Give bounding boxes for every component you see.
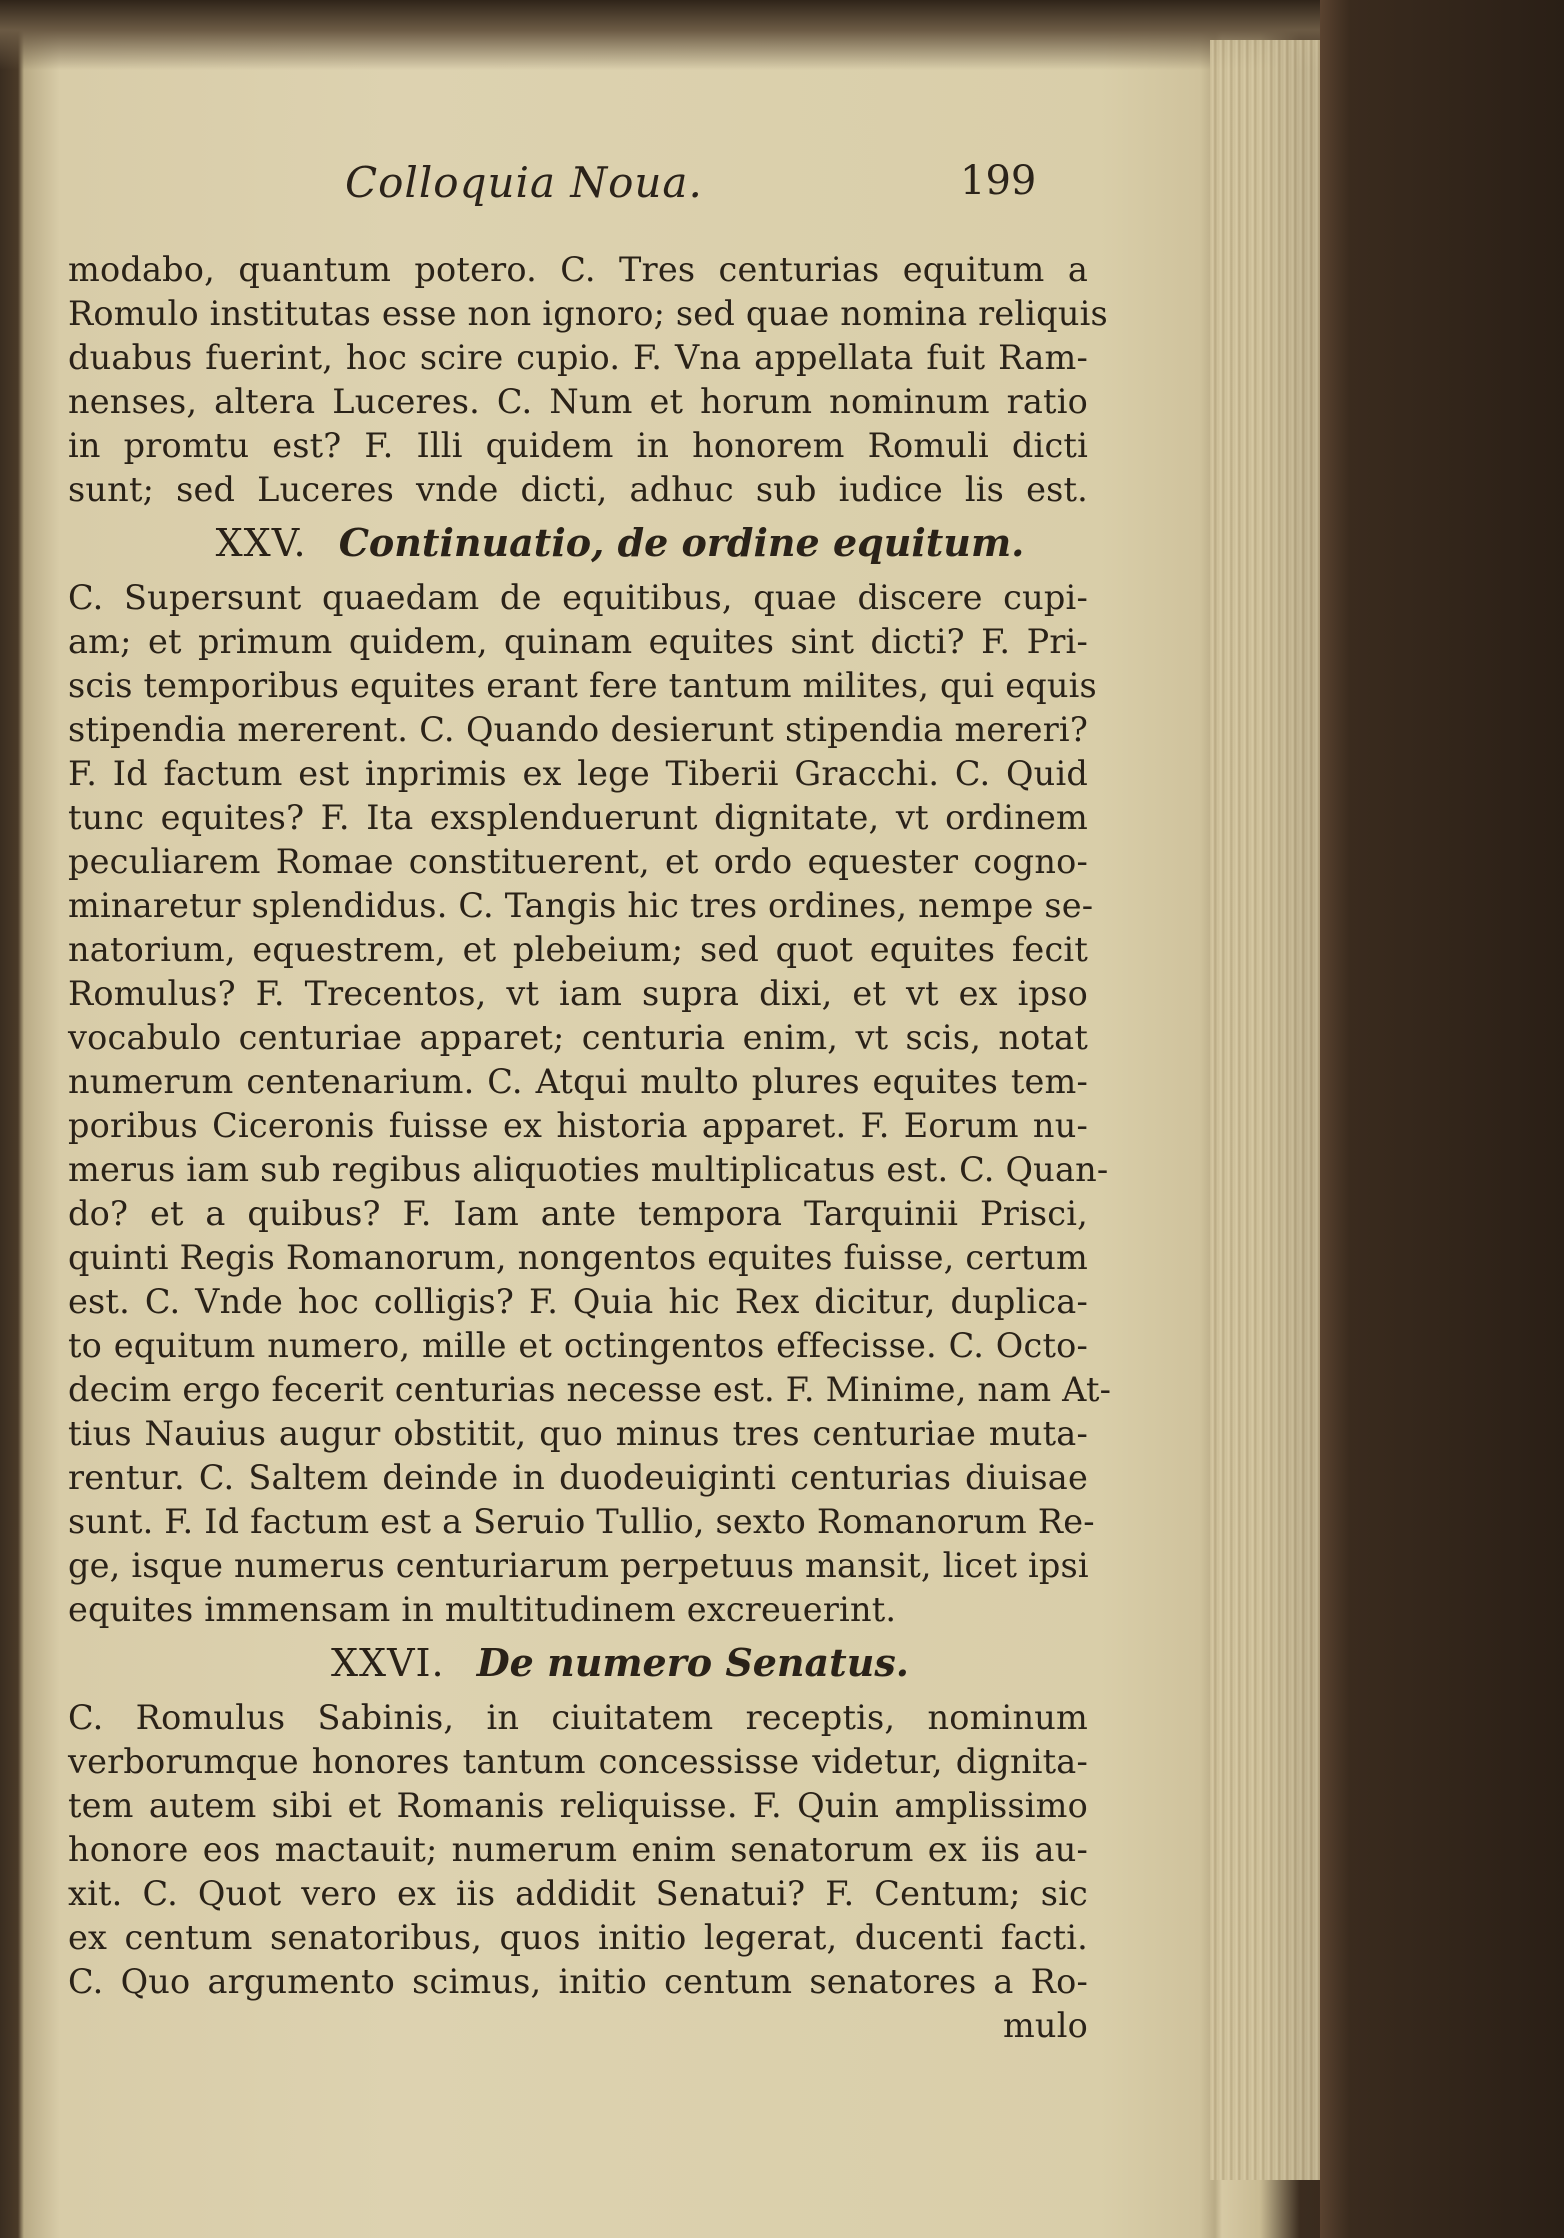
text-line: merus iam sub regibus aliquoties multiplicatus est. C. Quan- xyxy=(68,1150,1109,1189)
text-line: ge, isque numerus centuriarum perpetuus mansit, licet ipsi xyxy=(68,1546,1089,1585)
text-line: C. Romulus Sabinis, in ciuitatem receptis, nominum xyxy=(68,1698,1088,1737)
text-line: nenses, altera Luceres. C. Num et horum nominum ratio xyxy=(68,382,1088,421)
text-line: Romulo institutas esse non ignoro; sed quae nomina reliquis xyxy=(68,294,1108,333)
text-line: tius Nauius augur obstitit, quo minus tres centuriae muta- xyxy=(68,1414,1088,1453)
book-cover-edge xyxy=(1320,0,1564,2238)
section-heading-xxv xyxy=(40,520,1200,565)
section-heading-xxvi xyxy=(40,1640,1200,1685)
book-page xyxy=(40,80,1200,2180)
text-line: C. Quo argumento scimus, initio centum senatores a Ro- xyxy=(68,1962,1088,2001)
text-line: sunt; sed Luceres vnde dicti, adhuc sub iudice lis est. xyxy=(68,470,1088,509)
text-line: decim ergo fecerit centurias necesse est. F. Minime, nam At- xyxy=(68,1370,1112,1409)
text-line: minaretur splendidus. C. Tangis hic tres ordines, nempe se- xyxy=(68,886,1094,925)
text-line: rentur. C. Saltem deinde in duodeuiginti centurias diuisae xyxy=(68,1458,1088,1497)
section-title: De numero Senatus. xyxy=(476,1640,909,1685)
text-line: do? et a quibus? F. Iam ante tempora Tarquinii Prisci, xyxy=(68,1194,1088,1233)
text-line: stipendia mererent. C. Quando desierunt stipendia mereri? xyxy=(68,710,1088,749)
text-line: natorium, equestrem, et plebeium; sed quot equites fecit xyxy=(68,930,1088,969)
page-number: 199 xyxy=(960,158,1037,204)
section-number: XXV. xyxy=(215,521,307,565)
text-line: xit. C. Quot vero ex iis addidit Senatui? F. Centum; sic xyxy=(68,1874,1088,1913)
text-line: C. Supersunt quaedam de equitibus, quae discere cupi- xyxy=(68,578,1088,617)
text-line: scis temporibus equites erant fere tantum milites, qui equis xyxy=(68,666,1097,705)
running-title: Colloquia Noua. xyxy=(345,158,703,207)
text-line: Romulus? F. Trecentos, vt iam supra dixi, et vt ex ipso xyxy=(68,974,1088,1013)
text-line: vocabulo centuriae apparet; centuria enim, vt scis, notat xyxy=(68,1018,1088,1057)
section-number: XXVI. xyxy=(330,1641,445,1685)
text-line: quinti Regis Romanorum, nongentos equites fuisse, certum xyxy=(68,1238,1088,1277)
text-line: duabus fuerint, hoc scire cupio. F. Vna appellata fuit Ram- xyxy=(68,338,1088,377)
text-line: F. Id factum est inprimis ex lege Tiberii Gracchi. C. Quid xyxy=(68,754,1088,793)
text-line: tem autem sibi et Romanis reliquisse. F. Quin amplissimo xyxy=(68,1786,1088,1825)
text-line: am; et primum quidem, quinam equites sint dicti? F. Pri- xyxy=(68,622,1088,661)
text-line: to equitum numero, mille et octingentos effecisse. C. Octo- xyxy=(68,1326,1088,1365)
catchword: mulo xyxy=(1002,2006,1088,2045)
text-line: numerum centenarium. C. Atqui multo plures equites tem- xyxy=(68,1062,1088,1101)
text-line: tunc equites? F. Ita exsplenduerunt dignitate, vt ordinem xyxy=(68,798,1088,837)
text-line: equites immensam in multitudinem excreuerint. xyxy=(68,1590,897,1629)
text-line: verborumque honores tantum concessisse videtur, dignita- xyxy=(68,1742,1088,1781)
page-header xyxy=(40,158,1040,218)
section-title: Continuatio, de ordine equitum. xyxy=(338,520,1025,565)
page-top-shadow xyxy=(0,0,1330,70)
text-line: sunt. F. Id factum est a Seruio Tullio, sexto Romanorum Re- xyxy=(68,1502,1095,1541)
text-line: est. C. Vnde hoc colligis? F. Quia hic Rex dicitur, duplica- xyxy=(68,1282,1088,1321)
text-line: ex centum senatoribus, quos initio legerat, ducenti facti. xyxy=(68,1918,1088,1957)
text-line: poribus Ciceronis fuisse ex historia apparet. F. Eorum nu- xyxy=(68,1106,1088,1145)
page-fore-edge xyxy=(1210,40,1330,2180)
text-line: peculiarem Romae constituerent, et ordo equester cogno- xyxy=(68,842,1088,881)
text-line: honore eos mactauit; numerum enim senatorum ex iis au- xyxy=(68,1830,1088,1869)
text-line: modabo, quantum potero. C. Tres centurias equitum a xyxy=(68,250,1088,289)
text-line: in promtu est? F. Illi quidem in honorem Romuli dicti xyxy=(68,426,1088,465)
